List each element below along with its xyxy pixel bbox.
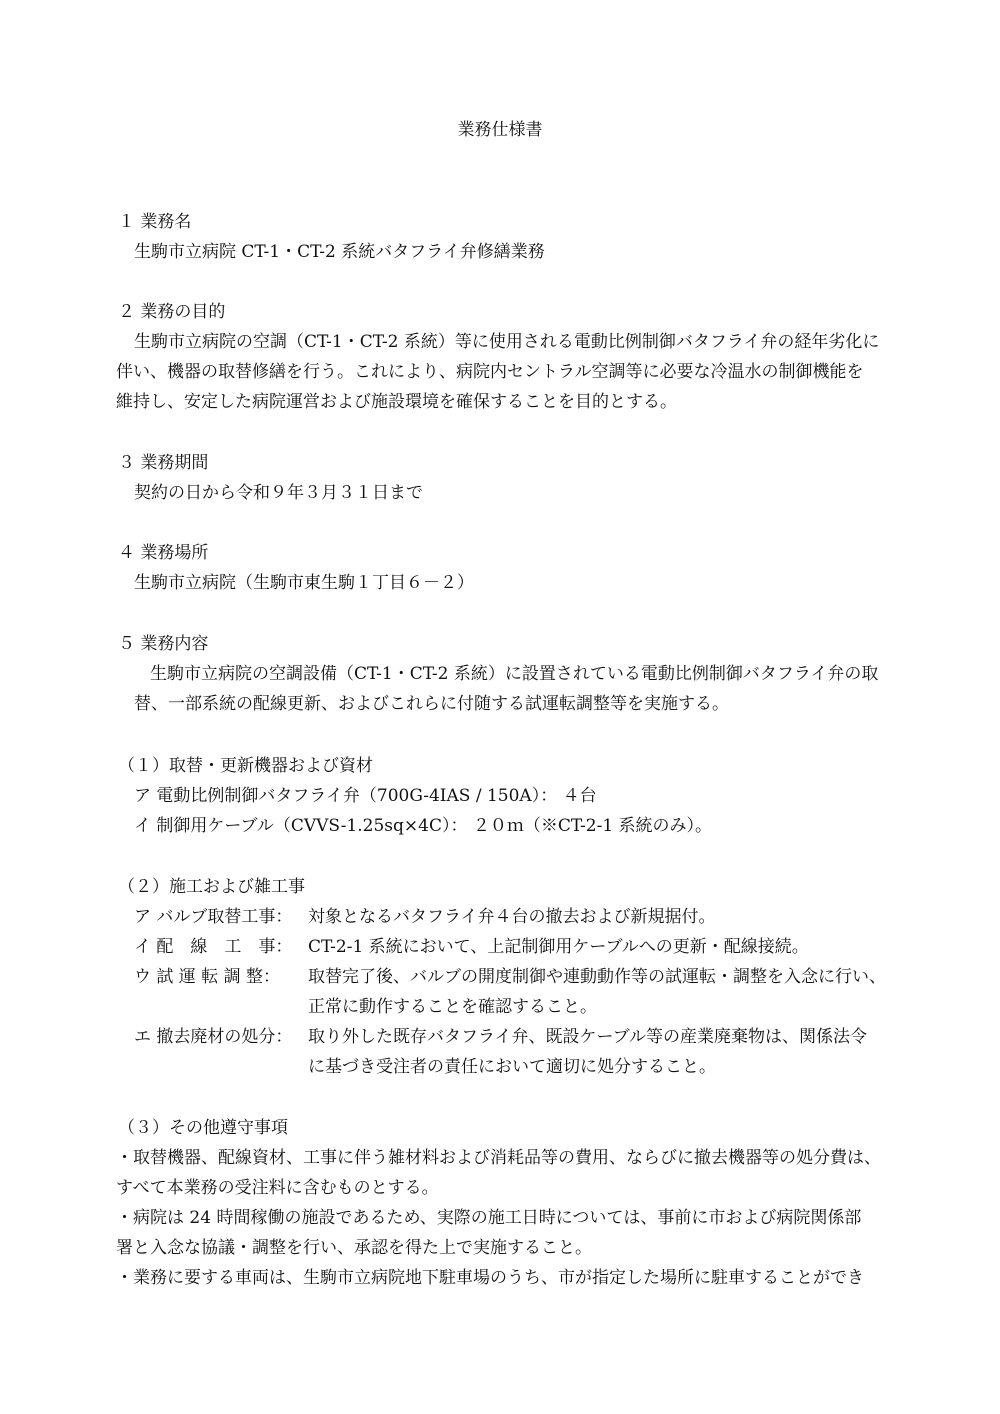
sub-2-item-label: エ 撤去廃材の処分：	[134, 1027, 293, 1047]
sub-2-item-text: に基づき受注者の責任において適切に処分すること。	[308, 1057, 716, 1077]
sub-3-line: ・業務に要する車両は、生駒市立病院地下駐車場のうち、市が指定した場所に駐車することができ	[116, 1268, 864, 1288]
section-2-line: 伴い、機器の取替修繕を行う。これにより、病院内セントラル空調等に必要な冷温水の制御機能を	[116, 362, 864, 382]
sub-2-item-text: 取替完了後、バルブの開度制御や連動動作等の試運転・調整を入念に行い、	[308, 967, 886, 987]
section-4-body: 生駒市立病院（生駒市東生駒１丁目６－２）	[134, 573, 474, 593]
sub-2-item-label: ウ 試 運 転 調 整：	[134, 967, 281, 987]
section-5-line: 替、一部系統の配線更新、およびこれらに付随する試運転調整等を実施する。	[134, 694, 729, 714]
sub-2-heading: （２）施工および雑工事	[118, 877, 305, 897]
sub-2-item-text: 正常に動作することを確認すること。	[308, 997, 597, 1017]
section-1-body: 生駒市立病院 CT-1・CT-2 系統バタフライ弁修繕業務	[134, 242, 545, 262]
sub-3-heading: （３）その他遵守事項	[118, 1118, 288, 1138]
section-2-line: 維持し、安定した病院運営および施設環境を確保することを目的とする。	[116, 392, 677, 412]
sub-2-item-text: CT-2-1 系統において、上記制御用ケーブルへの更新・配線接続。	[308, 937, 809, 957]
sub-1-item: ア 電動比例制御バタフライ弁（700G-4IAS / 150A）： ４台	[134, 786, 597, 806]
sub-3-line: 署と入念な協議・調整を行い、承認を得た上で実施すること。	[116, 1238, 592, 1258]
section-2-heading: ２ 業務の目的	[118, 302, 226, 322]
sub-3-line: すべて本業務の受注料に含むものとする。	[116, 1178, 439, 1198]
sub-2-item-text: 取り外した既存バタフライ弁、既設ケーブル等の産業廃棄物は、関係法令	[308, 1027, 867, 1047]
section-3-body: 契約の日から令和９年３月３１日まで	[134, 483, 423, 503]
section-5-line: 生駒市立病院の空調設備（CT-1・CT-2 系統）に設置されている電動比例制御バタフライ弁の取	[150, 664, 879, 684]
sub-3-line: ・病院は 24 時間稼働の施設であるため、実際の施工日時については、事前に市および病院関係部	[116, 1208, 862, 1228]
document-title: 業務仕様書	[457, 120, 543, 140]
section-1-heading: １ 業務名	[118, 212, 192, 232]
sub-2-item-label: ア バルブ取替工事：	[134, 907, 293, 927]
section-5-heading: ５ 業務内容	[118, 634, 209, 654]
sub-1-heading: （１）取替・更新機器および資材	[118, 756, 373, 776]
sub-1-item: イ 制御用ケーブル（CVVS-1.25sq×4C）： ２０ｍ（※CT-2-1 系統のみ）。	[134, 816, 713, 836]
section-2-line: 生駒市立病院の空調（CT-1・CT-2 系統）等に使用される電動比例制御バタフライ弁の経年劣化に	[134, 332, 880, 352]
section-3-heading: ３ 業務期間	[118, 453, 209, 473]
section-4-heading: ４ 業務場所	[118, 543, 209, 563]
sub-2-item-label: イ 配 線 工 事：	[134, 937, 293, 957]
sub-3-line: ・取替機器、配線資材、工事に伴う雑材料および消耗品等の費用、ならびに撤去機器等の処分費は、	[116, 1148, 881, 1168]
sub-2-item-text: 対象となるバタフライ弁４台の撤去および新規据付。	[308, 907, 716, 927]
